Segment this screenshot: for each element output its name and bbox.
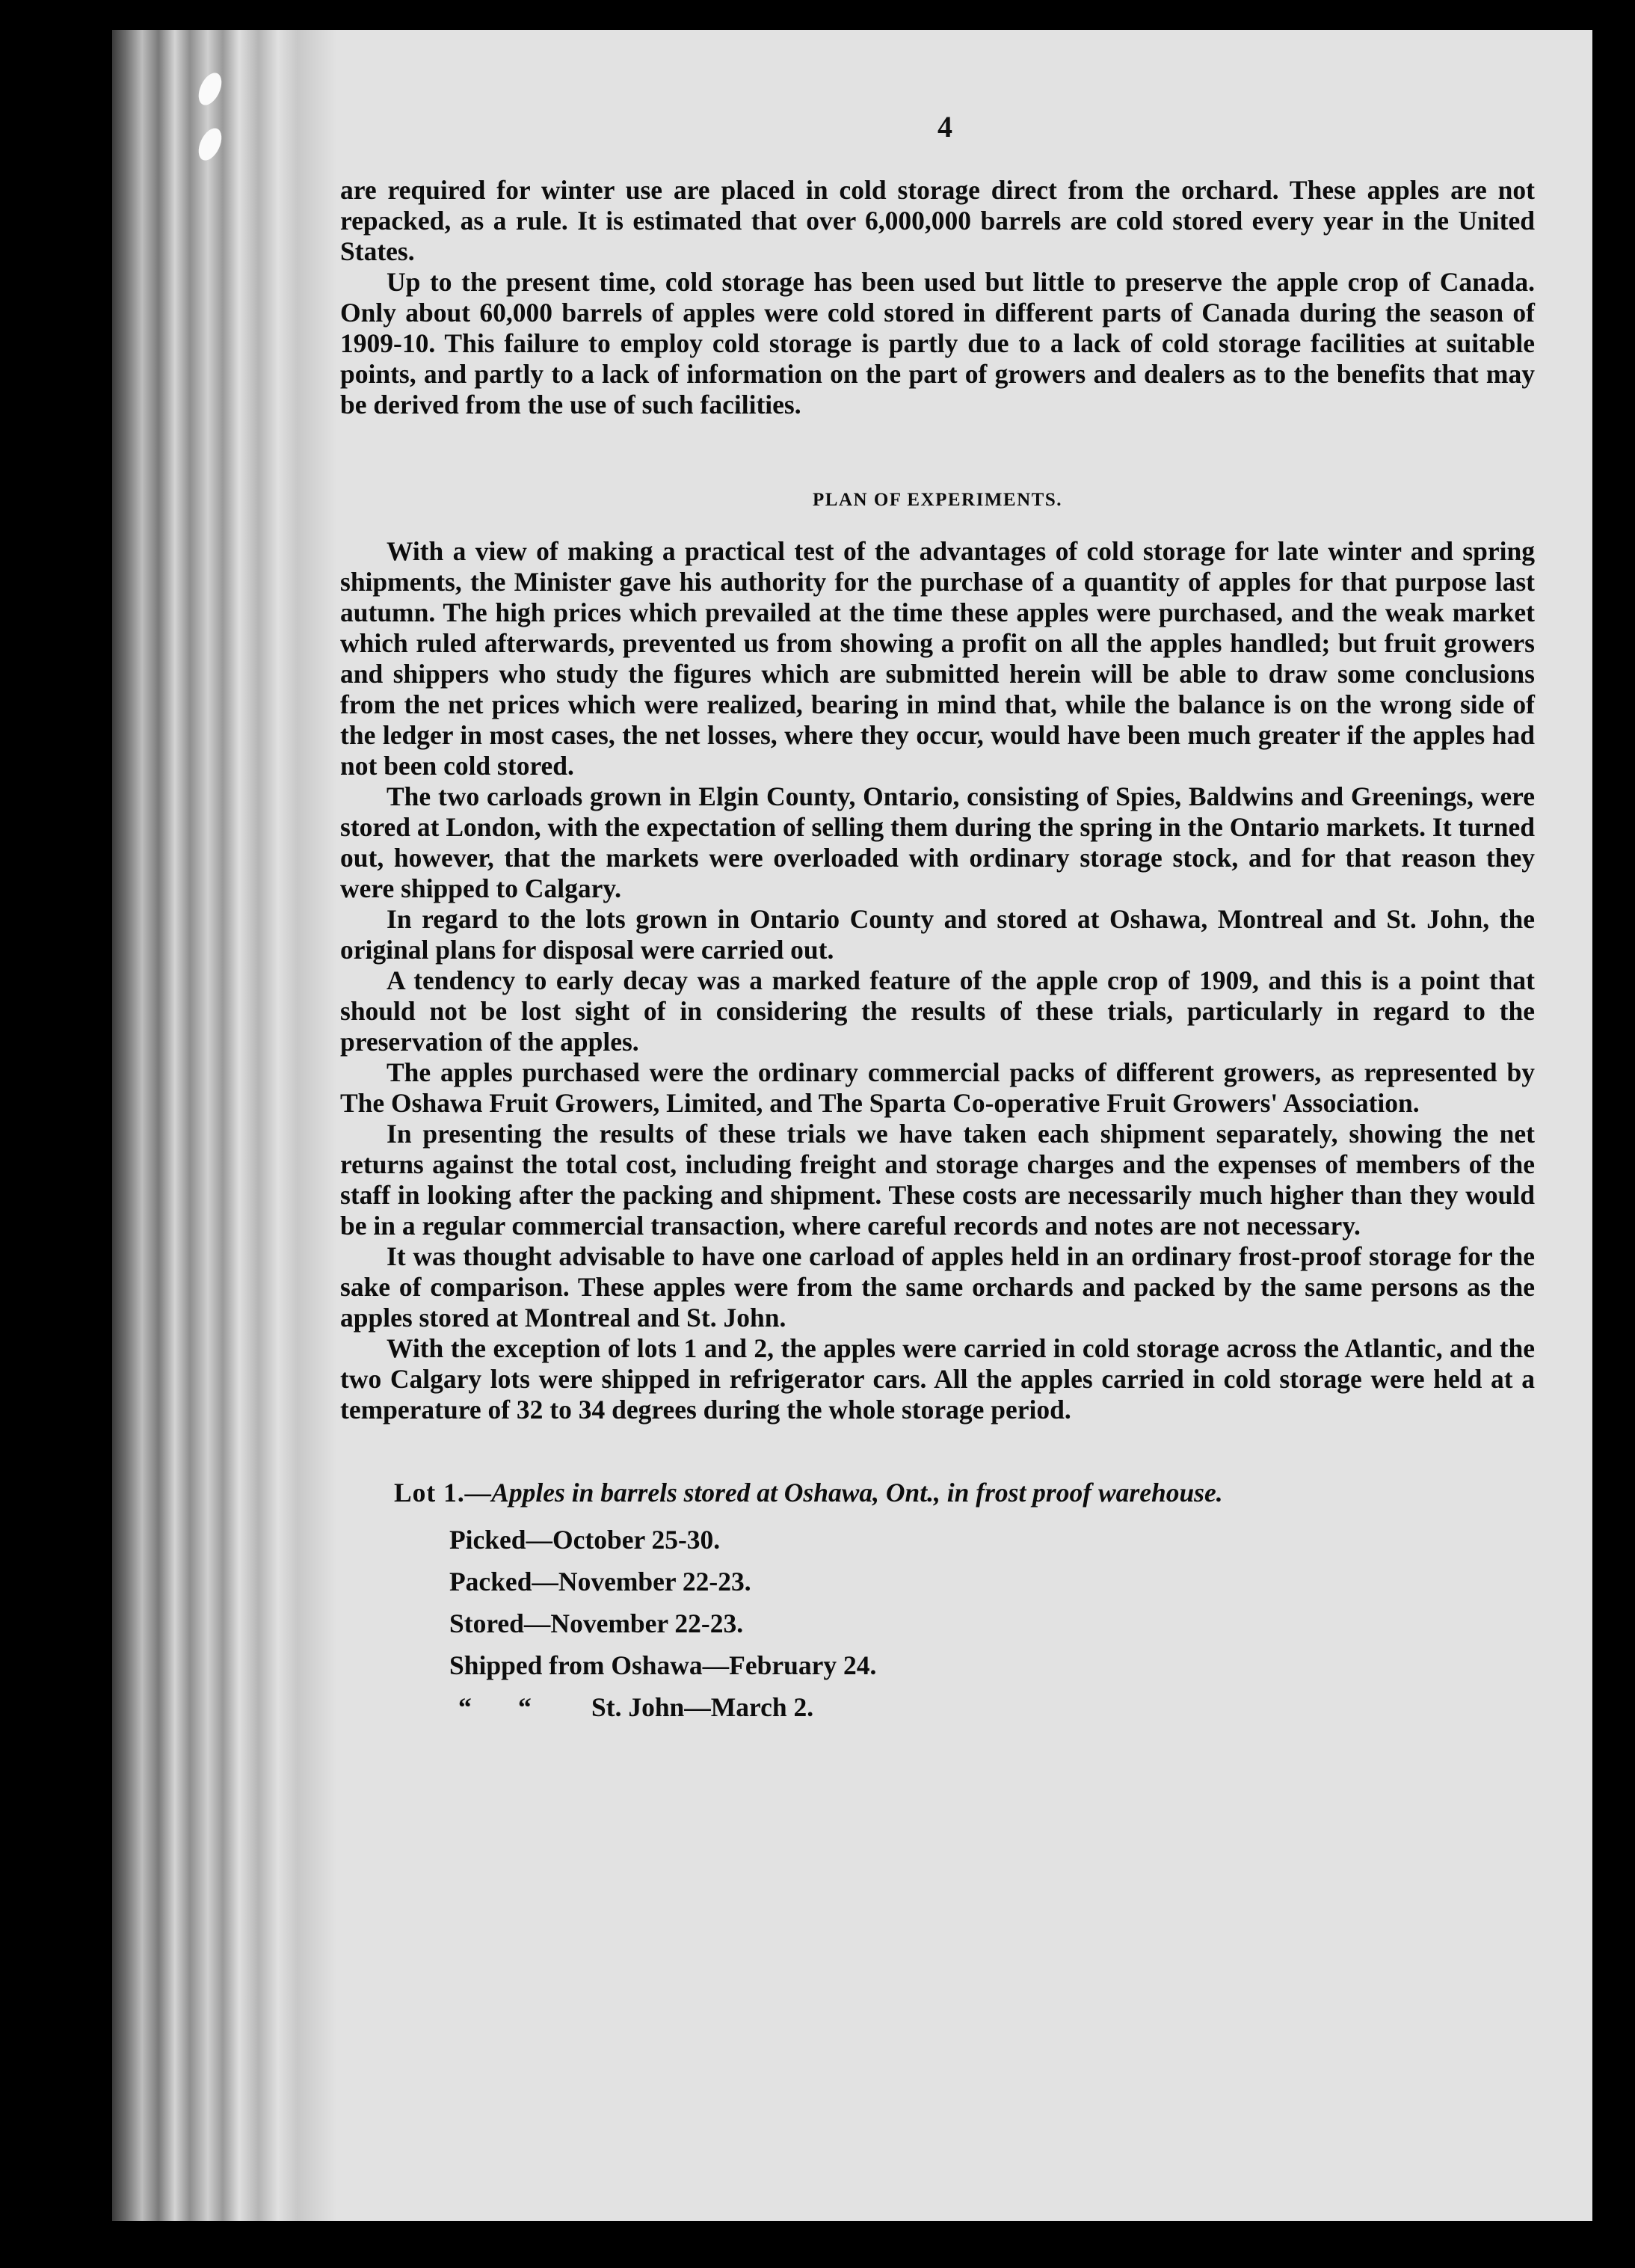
- document-body: [340, 175, 1535, 1734]
- binding-highlight: [194, 125, 226, 165]
- lot-description: —Apples in barrels stored at Oshawa, Ont., in frost proof warehouse.: [464, 1478, 1223, 1508]
- book-binding-edge: [112, 30, 336, 2221]
- paragraph: The apples purchased were the ordinary commercial packs of different growers, as represented by The Oshawa Fruit Growers, Limited, and The Sparta Co-operative Fruit Growers' Association.: [340, 1057, 1535, 1118]
- paragraph: are required for winter use are placed in cold storage direct from the orchard. These apples are not repacked, as a rule. It is estimated that over 6,000,000 barrels are cold stored every year in the United States.: [340, 175, 1535, 266]
- paragraph: With a view of making a practical test of the advantages of cold storage for late winter and spring shipments, the Minister gave his authority for the purchase of a quantity of apples for that purpose last autumn. The high prices which prevailed at the time these apples were purchased, and the weak market which ruled afterwards, prevented us from showing a profit on all the apples handled; but fruit growers and shippers who study the figures which are submitted herein will be able to draw some conclusions from the net prices which were realized, bearing in mind that, while the balance is on the wrong side of the ledger in most cases, the net losses, where they occur, would have been much greater if the apples had not been cold stored.: [340, 536, 1535, 781]
- lot-title: [340, 1478, 1535, 1508]
- lot-entry: [449, 1692, 1535, 1723]
- paragraph: It was thought advisable to have one carload of apples held in an ordinary frost-proof storage for the sake of comparison. These apples were from the same orchards and packed by the same persons as the apples stored at Montreal and St. John.: [340, 1241, 1535, 1333]
- lot-entry: Shipped from Oshawa—February 24.: [449, 1650, 877, 1680]
- ditto-mark: “: [518, 1692, 532, 1722]
- page-number: 4: [937, 110, 952, 144]
- paragraph: The two carloads grown in Elgin County, Ontario, consisting of Spies, Baldwins and Greenings, were stored at London, with the expectation of selling them during the spring in the Ontario markets. It turned out, however, that the markets were overloaded with ordinary storage stock, and for that reason they were shipped to Calgary.: [340, 781, 1535, 903]
- lot-entry: Picked—October 25-30.: [449, 1525, 721, 1555]
- paragraph: Up to the present time, cold storage has been used but little to preserve the apple crop of Canada. Only about 60,000 barrels of apples were cold stored in different parts of Canada during the season of 1909-10. This failure to employ cold storage is partly due to a lack of cold storage facilities at suitable points, and partly to a lack of information on the part of growers and dealers as to the benefits that may be derived from the use of such facilities.: [340, 267, 1535, 420]
- lot-entries: [340, 1525, 1535, 1723]
- paragraph: In regard to the lots grown in Ontario County and stored at Oshawa, Montreal and St. John, the original plans for disposal were carried out.: [340, 904, 1535, 965]
- paragraph: A tendency to early decay was a marked feature of the apple crop of 1909, and this is a point that should not be lost sight of in considering the results of these trials, particularly in regard to the preservation of the apples.: [340, 965, 1535, 1057]
- section-heading: PLAN OF EXPERIMENTS.: [813, 490, 1062, 510]
- lot-entry: Packed—November 22-23.: [449, 1567, 751, 1596]
- lot-label: Lot 1.: [394, 1478, 465, 1508]
- paragraph: With the exception of lots 1 and 2, the apples were carried in cold storage across the Atlantic, and the two Calgary lots were shipped in refrigerator cars. All the apples carried in cold storage were held at a temperature of 32 to 34 degrees during the whole storage period.: [340, 1333, 1535, 1425]
- lot-entry: Stored—November 22-23.: [449, 1608, 744, 1638]
- ditto-mark: “: [458, 1692, 472, 1722]
- lot-entry-text: St. John—March 2.: [591, 1692, 814, 1722]
- binding-highlight: [194, 70, 226, 109]
- paragraph: In presenting the results of these trials we have taken each shipment separately, showing the net returns against the total cost, including freight and storage charges and the expenses of members of the staff in looking after the packing and shipment. These costs are necessarily much higher than they would be in a regular commercial transaction, where careful records and notes are not necessary.: [340, 1119, 1535, 1241]
